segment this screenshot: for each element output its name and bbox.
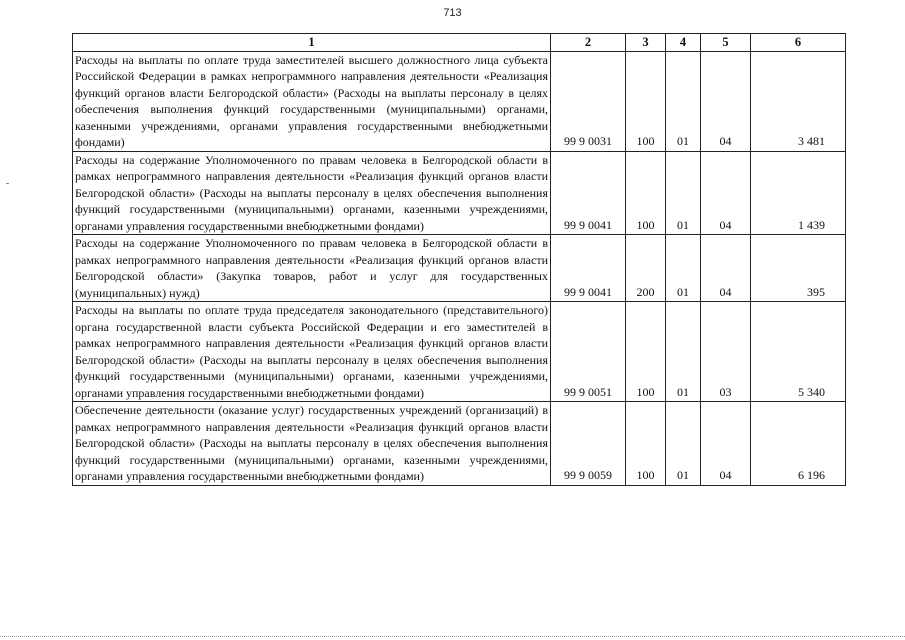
header-col-1: 1 <box>73 34 551 52</box>
row-amount: 3 481 <box>751 51 846 151</box>
scan-artifact <box>6 183 9 184</box>
row-subsection: 04 <box>701 402 751 486</box>
row-section: 01 <box>666 302 701 402</box>
row-subsection: 04 <box>701 51 751 151</box>
row-expense-type: 100 <box>626 51 666 151</box>
row-section: 01 <box>666 235 701 302</box>
header-col-6: 6 <box>751 34 846 52</box>
table-row <box>73 151 846 235</box>
header-col-2: 2 <box>551 34 626 52</box>
row-subsection: 03 <box>701 302 751 402</box>
row-amount: 5 340 <box>751 302 846 402</box>
row-target-article: 99 9 0051 <box>551 302 626 402</box>
row-description: Расходы на выплаты по оплате труда заместителей высшего должностного лица субъекта Российской Федерации в рамках непрограммного направления деятельности «Реализация функций органов власти Белгородской области» (Расходы на выплаты персоналу в целях обеспечения выполнения функций государственными (муниципальными) органами, казенными учреждениями, органами управления государственными внебюджетными фондами) <box>73 51 551 151</box>
page-number: 713 <box>443 7 462 19</box>
row-section: 01 <box>666 402 701 486</box>
row-subsection: 04 <box>701 235 751 302</box>
table-row <box>73 302 846 402</box>
header-col-4: 4 <box>666 34 701 52</box>
row-description: Расходы на выплаты по оплате труда председателя законодательного (представительного) органа государственной власти субъекта Российской Федерации и его заместителей в рамках непрограммного направления деятельности «Реализация функций органов власти Белгородской области» (Расходы на выплаты персоналу в целях обеспечения выполнения функций государственными (муниципальными) органами, казенными учреждениями, органами управления государственными внебюджетными фондами) <box>73 302 551 402</box>
table-header-row <box>73 34 846 52</box>
row-expense-type: 100 <box>626 402 666 486</box>
row-section: 01 <box>666 151 701 235</box>
row-subsection: 04 <box>701 151 751 235</box>
row-target-article: 99 9 0031 <box>551 51 626 151</box>
header-col-3: 3 <box>626 34 666 52</box>
row-description: Расходы на содержание Уполномоченного по правам человека в Белгородской области в рамках непрограммного направления деятельности «Реализация функций органов власти Белгородской области» (Расходы на выплаты персоналу в целях обеспечения выполнения функций государственными (муниципальными) органами, казенными учреждениями, органами управления государственными внебюджетными фондами) <box>73 151 551 235</box>
budget-table <box>72 33 846 486</box>
row-description: Обеспечение деятельности (оказание услуг) государственных учреждений (организаций) в рамках непрограммного направления деятельности «Реализация функций органов власти Белгородской области» (Расходы на выплаты персоналу в целях обеспечения выполнения функций государственными (муниципальными) органами, казенными учреждениями, органами управления государственными внебюджетными фондами) <box>73 402 551 486</box>
row-target-article: 99 9 0059 <box>551 402 626 486</box>
table-row <box>73 51 846 151</box>
row-description: Расходы на содержание Уполномоченного по правам человека в Белгородской области в рамках непрограммного направления деятельности «Реализация функций органов власти Белгородской области» (Закупка товаров, работ и услуг для государственных (муниципальных) нужд) <box>73 235 551 302</box>
row-amount: 395 <box>751 235 846 302</box>
row-expense-type: 100 <box>626 302 666 402</box>
table-row <box>73 235 846 302</box>
row-expense-type: 200 <box>626 235 666 302</box>
row-amount: 6 196 <box>751 402 846 486</box>
row-target-article: 99 9 0041 <box>551 151 626 235</box>
row-expense-type: 100 <box>626 151 666 235</box>
table-row <box>73 402 846 486</box>
row-target-article: 99 9 0041 <box>551 235 626 302</box>
header-col-5: 5 <box>701 34 751 52</box>
row-amount: 1 439 <box>751 151 846 235</box>
page-bottom-edge <box>0 636 905 638</box>
row-section: 01 <box>666 51 701 151</box>
